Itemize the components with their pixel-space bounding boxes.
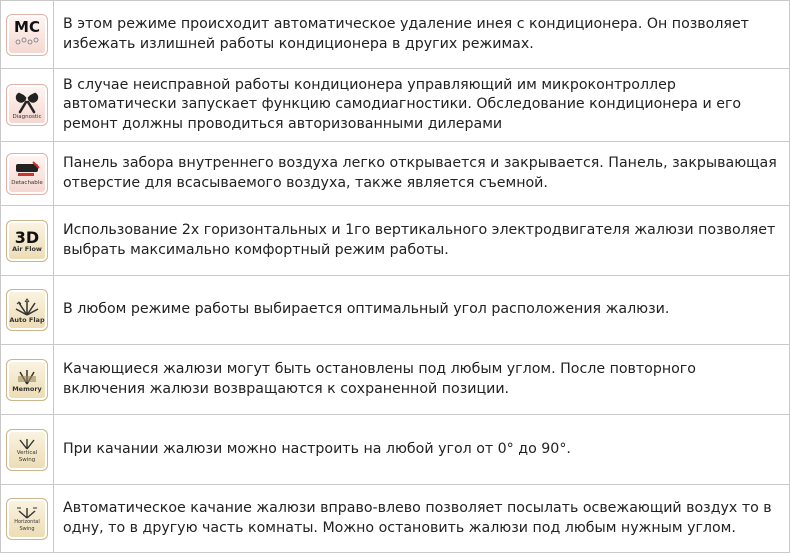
icon-label: Diagnostic <box>12 113 42 120</box>
3d-icon-text: 3D <box>14 227 40 247</box>
feature-row-memory <box>0 345 790 415</box>
auto-flap-icon <box>6 289 48 331</box>
feature-row-vertical-swing <box>0 415 790 485</box>
feature-description: В случае неисправной работы кондиционера управляющий им микроконтроллер автоматически запускает функцию самодиагностики. Обследование кондиционера и его ремонт должны проводиться авторизованными дилерами <box>63 76 742 132</box>
mc-icon-text: MC <box>14 18 40 36</box>
detachable-panel-icon <box>6 153 48 195</box>
icon-cell <box>1 415 54 484</box>
feature-description: В этом режиме происходит автоматическое удаление инея с кондиционера. Он позволяет избежать излишней работы кондиционера в других режимах. <box>63 16 749 52</box>
mc-defrost-icon <box>6 14 48 56</box>
feature-description: При качании жалюзи можно настроить на любой угол от 0° до 90°. <box>63 440 571 457</box>
feature-row-auto-flap <box>0 276 790 345</box>
3d-air-flow-icon <box>6 220 48 262</box>
vertical-swing-icon <box>6 429 48 471</box>
horizontal-swing-icon <box>6 498 48 540</box>
feature-row-detachable <box>0 142 790 206</box>
icon-cell <box>1 276 54 344</box>
icon-label: Detachable <box>11 180 43 186</box>
icon-cell <box>1 485 54 552</box>
icon-label: Memory <box>12 385 42 393</box>
icon-label: Air Flow <box>12 244 42 253</box>
icon-cell <box>1 142 54 205</box>
feature-description: Панель забора внутреннего воздуха легко открывается и закрывается. Панель, закрывающая отверстие для всасываемого воздуха, также является съемной. <box>63 155 777 191</box>
feature-row-3d-air-flow <box>0 206 790 276</box>
feature-description: Качающиеся жалюзи могут быть остановлены под любым углом. После повторного включения жалюзи возвращаются к сохраненной позиции. <box>63 361 696 397</box>
feature-row-diagnostic <box>0 69 790 142</box>
icon-label: Auto Flap <box>9 315 45 324</box>
feature-row-mc <box>0 0 790 69</box>
feature-row-horizontal-swing <box>0 485 790 553</box>
diagnostic-icon <box>6 84 48 126</box>
icon-label: Horizontal Swing <box>14 518 40 532</box>
icon-cell <box>1 1 54 68</box>
memory-icon <box>6 359 48 401</box>
feature-description: В любом режиме работы выбирается оптимальный угол расположения жалюзи. <box>63 301 670 318</box>
icon-cell <box>1 345 54 414</box>
icon-cell <box>1 206 54 275</box>
feature-description: Автоматическое качание жалюзи вправо-влево позволяет посылать освежающий воздух то в одну, то в другую часть комнаты. Можно остановить жалюзи под любым нужным углом. <box>63 500 772 536</box>
icon-cell <box>1 69 54 141</box>
wrench-icon <box>14 90 40 114</box>
icon-label: Vertical Swing <box>16 449 38 463</box>
feature-description: Использование 2х горизонтальных и 1го вертикального электродвигателя жалюзи позволяет выбрать максимально комфортный режим работы. <box>63 222 776 258</box>
